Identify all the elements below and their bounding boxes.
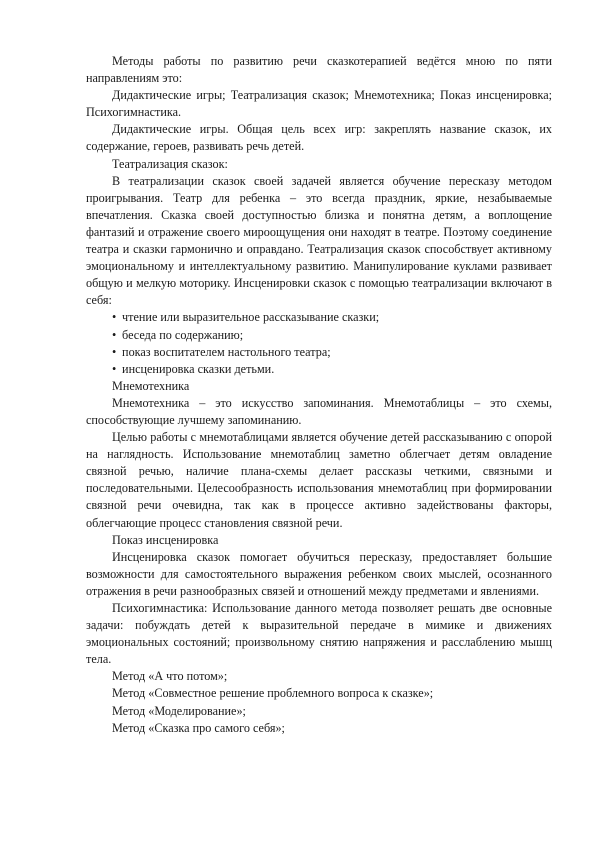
bullet-icon: • — [112, 310, 117, 325]
list-item — [112, 344, 552, 361]
didactic-paragraph: Дидактические игры. Общая цель всех игр: закреплять название сказок, их содержание, героев, развивать речь детей. — [86, 122, 552, 154]
mnemo-goal-paragraph: Целью работы с мнемотаблицами является обучение детей рассказыванию с опорой на наглядность. Использование мнемотаблиц заметно облегчает детям овладение связной речью, наличие плана-схемы делает рассказы четкими, связными и последовательными. Целесообразность использования мнемотаблиц при формировании связной речи очевидна, так как в процессе активно задействованы факторы, облегчающие процесс становления связной речи. — [86, 430, 552, 530]
theatre-list — [86, 309, 552, 377]
list-item — [112, 327, 552, 344]
show-heading: Показ инсценировка — [112, 532, 219, 547]
bullet-icon: • — [112, 344, 117, 359]
list-item-text: беседа по содержанию; — [122, 327, 244, 342]
list-item-text: инсценировка сказки детьми. — [122, 361, 275, 376]
method-line: Метод «Моделирование»; — [112, 703, 246, 718]
bullet-icon: • — [112, 327, 117, 342]
list-item-text: чтение или выразительное рассказывание сказки; — [122, 310, 380, 325]
method-line: Метод «А что потом»; — [112, 669, 228, 684]
theatre-paragraph: В театрализации сказок своей задачей является обучение пересказу методом проигрывания. Театр для ребенка – это всегда праздник, яркие, незабываемые впечатления. Сказка своей доступностью близка и понятна детям, а воплощение фантазий и отражение своего мироощущения они находят в театре. Поэтому соединение театра и сказки гармонично и оправдано. Театрализация сказок способствует активному эмоциональному и интеллектуальному развитию. Манипулирование куклами развивает общую и мелкую моторику. Инсценировки сказок с помощью театрализации включают в себя: — [86, 173, 552, 308]
list-item — [112, 361, 552, 378]
method-line: Метод «Сказка про самого себя»; — [112, 720, 285, 735]
document-page — [86, 53, 552, 737]
theatre-heading: Театрализация сказок: — [112, 156, 228, 171]
show-paragraph: Инсценировка сказок помогает обучиться пересказу, предоставляет большие возможности для самостоятельного выражения ребенком своих мыслей, осознанного отражения в речи разнообразных связей и отношений между предметами и явлениями. — [86, 549, 552, 598]
psycho-paragraph: Психогимнастика: Использование данного метода позволяет решать две основные задачи: побуждать детей к выразительной передаче в мимике и движениях эмоциональных состояний; произвольному снятию напряжения и расслаблению мышц тела. — [86, 601, 552, 667]
mnemo-definition-paragraph: Мнемотехника – это искусство запоминания. Мнемотаблицы – это схемы, способствующие лучшему запоминанию. — [86, 395, 552, 427]
intro-paragraph: Методы работы по развитию речи сказкотерапией ведётся мною по пяти направлениям это: — [86, 54, 552, 86]
method-line: Метод «Совместное решение проблемного вопроса к сказке»; — [112, 686, 434, 701]
list-item — [112, 309, 552, 326]
bullet-icon: • — [112, 361, 117, 376]
directions-paragraph: Дидактические игры; Театрализация сказок; Мнемотехника; Показ инсценировка; Психогимнастика. — [86, 88, 552, 120]
list-item-text: показ воспитателем настольного театра; — [122, 344, 331, 359]
mnemo-heading: Мнемотехника — [112, 378, 190, 393]
